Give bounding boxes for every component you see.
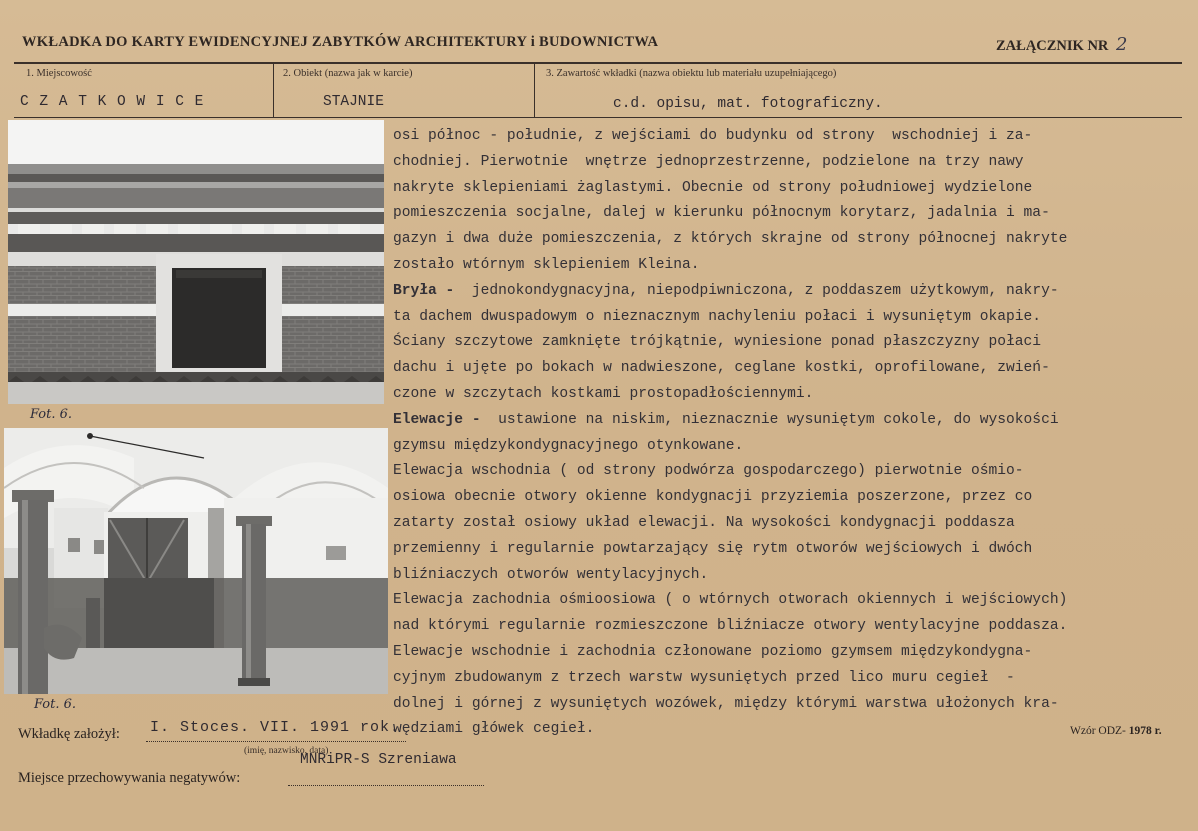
- field-divider-1: [273, 62, 274, 117]
- contents-label: 3. Zawartość wkładki (nazwa obiektu lub materiału uzupełniającego): [546, 68, 837, 79]
- line-text: ustawione na niskim, nieznacznie wysuniętym cokole, do wysokości: [480, 411, 1059, 428]
- form-label: Wzór ODZ-: [1070, 725, 1126, 737]
- line-text: pomieszczenia socjalne, dalej w kierunku północnym korytarz, jadalnia i ma-: [393, 205, 1050, 222]
- line-text: przemienny i regularnie powtarzający się rytm otworów wejściowych i dwóch: [393, 540, 1033, 557]
- bottom-photo-caption: Fot. 6.: [34, 697, 77, 712]
- text-line: [393, 408, 1173, 434]
- text-line: [393, 201, 1173, 227]
- line-text: zostało wtórnym sklepieniem Kleina.: [393, 256, 700, 273]
- text-line: [393, 434, 1173, 460]
- line-text: Elewacje wschodnie i zachodnia członowane poziomo gzymsem międzykondygna-: [393, 643, 1033, 660]
- locality-label: 1. Miejscowość: [26, 68, 92, 79]
- interior-photo: [4, 428, 388, 694]
- line-text: dachu i ujęte po bokach w nadwieszone, ceglane kostki, oprofilowane, zwień-: [393, 360, 1050, 377]
- storage-value: MNRiPR-S Szreniawa: [300, 752, 457, 768]
- field-divider-2: [534, 62, 535, 117]
- text-line: [393, 227, 1173, 253]
- text-line: [393, 588, 1173, 614]
- text-line: [393, 150, 1173, 176]
- line-text: Elewacja wschodnia ( od strony podwórza gospodarczego) pierwotnie ośmio-: [393, 463, 1024, 480]
- top-photo-caption: Fot. 6.: [30, 407, 73, 422]
- line-text: Ściany szczytowe zamknięte trójkątnie, wyniesione ponad płaszczyzny połaci: [393, 334, 1042, 351]
- section-heading: Elewacje -: [393, 411, 481, 428]
- author-value: I. Stoces. VII. 1991 rok.: [150, 719, 401, 736]
- text-line: [393, 537, 1173, 563]
- header-rule: [14, 62, 1182, 64]
- section-heading: Bryła -: [393, 282, 455, 299]
- author-label: Wkładkę założył:: [18, 726, 120, 742]
- text-line: [393, 356, 1173, 382]
- storage-label: Miejsce przechowywania negatywów:: [18, 770, 241, 786]
- line-text: wędziami główek cegieł.: [393, 721, 595, 738]
- locality-value: C Z A T K O W I C E: [20, 94, 205, 110]
- line-text: zatarty został osiowy układ elewacji. Na wysokości kondygnacji poddasza: [393, 514, 1015, 531]
- form-version: [1070, 725, 1162, 737]
- line-text: chodniej. Pierwotnie wnętrze jednoprzestrzenne, podzielone na trzy nawy: [393, 153, 1024, 170]
- description-text: [393, 124, 1173, 743]
- line-text: gazyn i dwa duże pomieszczenia, z których skrajne od strony północnej nakryte: [393, 231, 1068, 248]
- annex-number-handwritten: 2: [1116, 34, 1128, 55]
- line-text: nakryte sklepieniami żaglastymi. Obecnie od strony południowej wydzielone: [393, 179, 1033, 196]
- text-line: [393, 176, 1173, 202]
- line-text: osi północ - południe, z wejściami do budynku od strony wschodniej i za-: [393, 128, 1033, 144]
- document-title: WKŁADKA DO KARTY EWIDENCYJNEJ ZABYTKÓW ARCHITEKTURY i BUDOWNICTWA: [22, 34, 659, 50]
- line-text: ta dachem dwuspadowym o nieznacznym nachyleniu połaci i wysuniętym okapie.: [393, 308, 1042, 325]
- object-value: STAJNIE: [323, 94, 384, 110]
- line-text: nad którymi regularnie rozmieszczone bliźniacze otwory wentylacyjne poddasza.: [393, 618, 1068, 635]
- line-text: Elewacja zachodnia ośmioosiowa ( o wtórnych otworach okiennych i wejściowych): [393, 592, 1068, 609]
- contents-value: c.d. opisu, mat. fotograficzny.: [613, 96, 883, 112]
- storage-dotted-line: [288, 784, 484, 786]
- line-text: dolnej i górnej z wysuniętych wozówek, między którymi warstwa ułożonych kra-: [393, 695, 1059, 712]
- text-line: [393, 253, 1173, 279]
- text-line: [393, 124, 1173, 150]
- text-line: [393, 305, 1173, 331]
- author-dotted-line: [146, 740, 406, 742]
- text-line: [393, 279, 1173, 305]
- text-line: [393, 563, 1173, 589]
- line-text: cyjnym zbudowanym z trzech warstw wysuniętych przed lico muru cegieł -: [393, 669, 1015, 686]
- object-label: 2. Obiekt (nazwa jak w karcie): [283, 68, 413, 79]
- facade-photo: [8, 120, 384, 404]
- annex-label: ZAŁĄCZNIK NR: [996, 38, 1109, 54]
- text-line: [393, 485, 1173, 511]
- text-line: [393, 382, 1173, 408]
- text-line: [393, 717, 1173, 743]
- text-line: [393, 511, 1173, 537]
- form-year: 1978 r.: [1128, 725, 1162, 737]
- line-text: jednokondygnacyjna, niepodpiwniczona, z poddaszem użytkowym, nakry-: [454, 282, 1059, 299]
- line-text: bliźniaczych otworów wentylacyjnych.: [393, 566, 709, 583]
- line-text: czone w szczytach kostkami prostopadłościennymi.: [393, 385, 814, 402]
- text-line: [393, 330, 1173, 356]
- text-line: [393, 459, 1173, 485]
- author-hint: (imię, nazwisko, data): [244, 746, 329, 756]
- fields-rule: [14, 117, 1182, 118]
- text-line: [393, 666, 1173, 692]
- annex-number: [996, 34, 1127, 55]
- text-line: [393, 692, 1173, 718]
- line-text: osiowa obecnie otwory okienne kondygnacji przyziemia poszerzone, przez co: [393, 489, 1033, 506]
- line-text: gzymsu międzykondygnacyjnego otynkowane.: [393, 437, 744, 454]
- text-line: [393, 614, 1173, 640]
- text-line: [393, 640, 1173, 666]
